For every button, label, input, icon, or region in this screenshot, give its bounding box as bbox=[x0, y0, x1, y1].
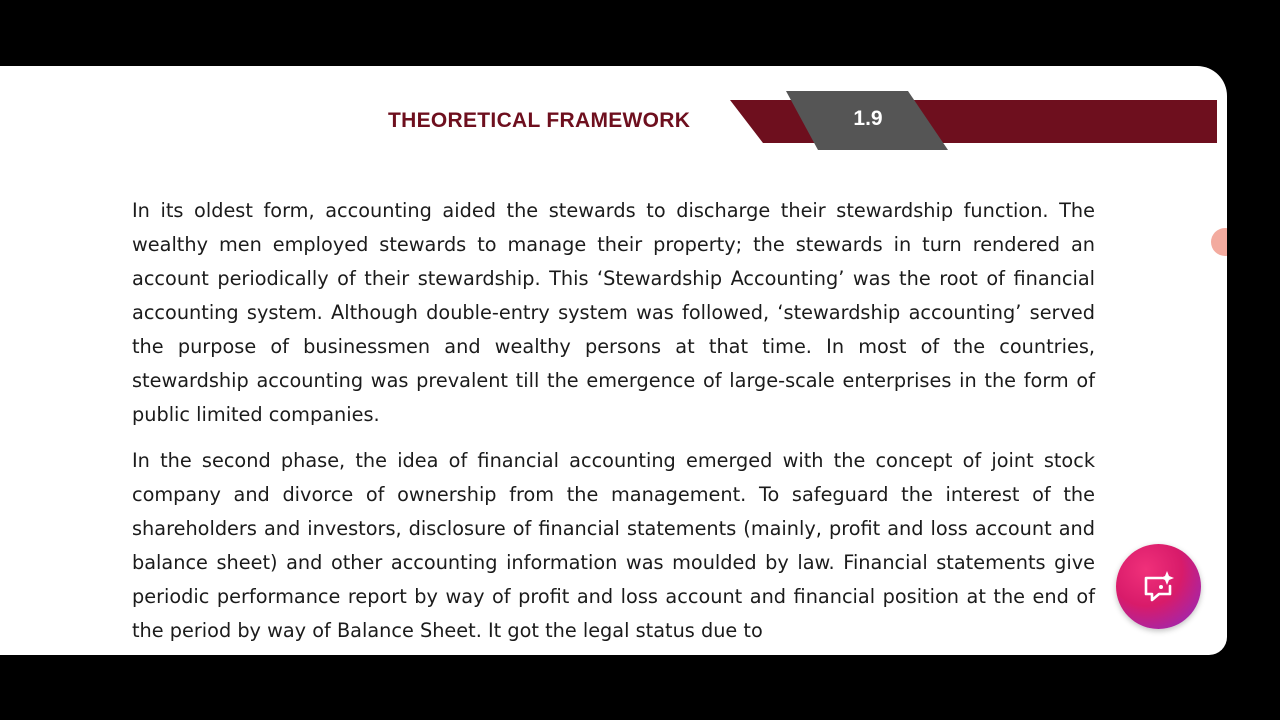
page-number: 1.9 bbox=[853, 107, 883, 130]
scroll-indicator[interactable] bbox=[1211, 228, 1227, 256]
paragraph: In its oldest form, accounting aided the stewards to discharge their stewardship function. The wealthy men employed stewards to manage their property; the stewards in turn rendered an account periodically of their stewardship. This ‘Stewardship Accounting’ was the root of financial accounting system. Although double-entry system was followed, ‘stewardship accounting’ served the purpose of businessmen and wealthy persons at that time. In most of the countries, stewardship accounting was prevalent till the emergence of large-scale enterprises in the form of public limited companies. bbox=[132, 199, 1095, 426]
header-title: THEORETICAL FRAMEWORK bbox=[388, 109, 691, 132]
document-viewer[interactable] bbox=[0, 66, 1227, 655]
chat-sparkle-icon bbox=[1140, 568, 1178, 606]
paragraph: In the second phase, the idea of financial accounting emerged with the concept of joint stock company and divorce of ownership from the management. To safeguard the interest of the shareholders and investors, disclosure of financial statements (mainly, profit and loss account and balance sheet) and other accounting information was moulded by law. Financial statements give periodic performance report by way of profit and loss account and financial position at the end of the period by way of Balance Sheet. It got the legal status due to bbox=[132, 449, 1095, 642]
chat-fab-button[interactable] bbox=[1116, 544, 1201, 629]
document-body bbox=[132, 194, 1095, 655]
